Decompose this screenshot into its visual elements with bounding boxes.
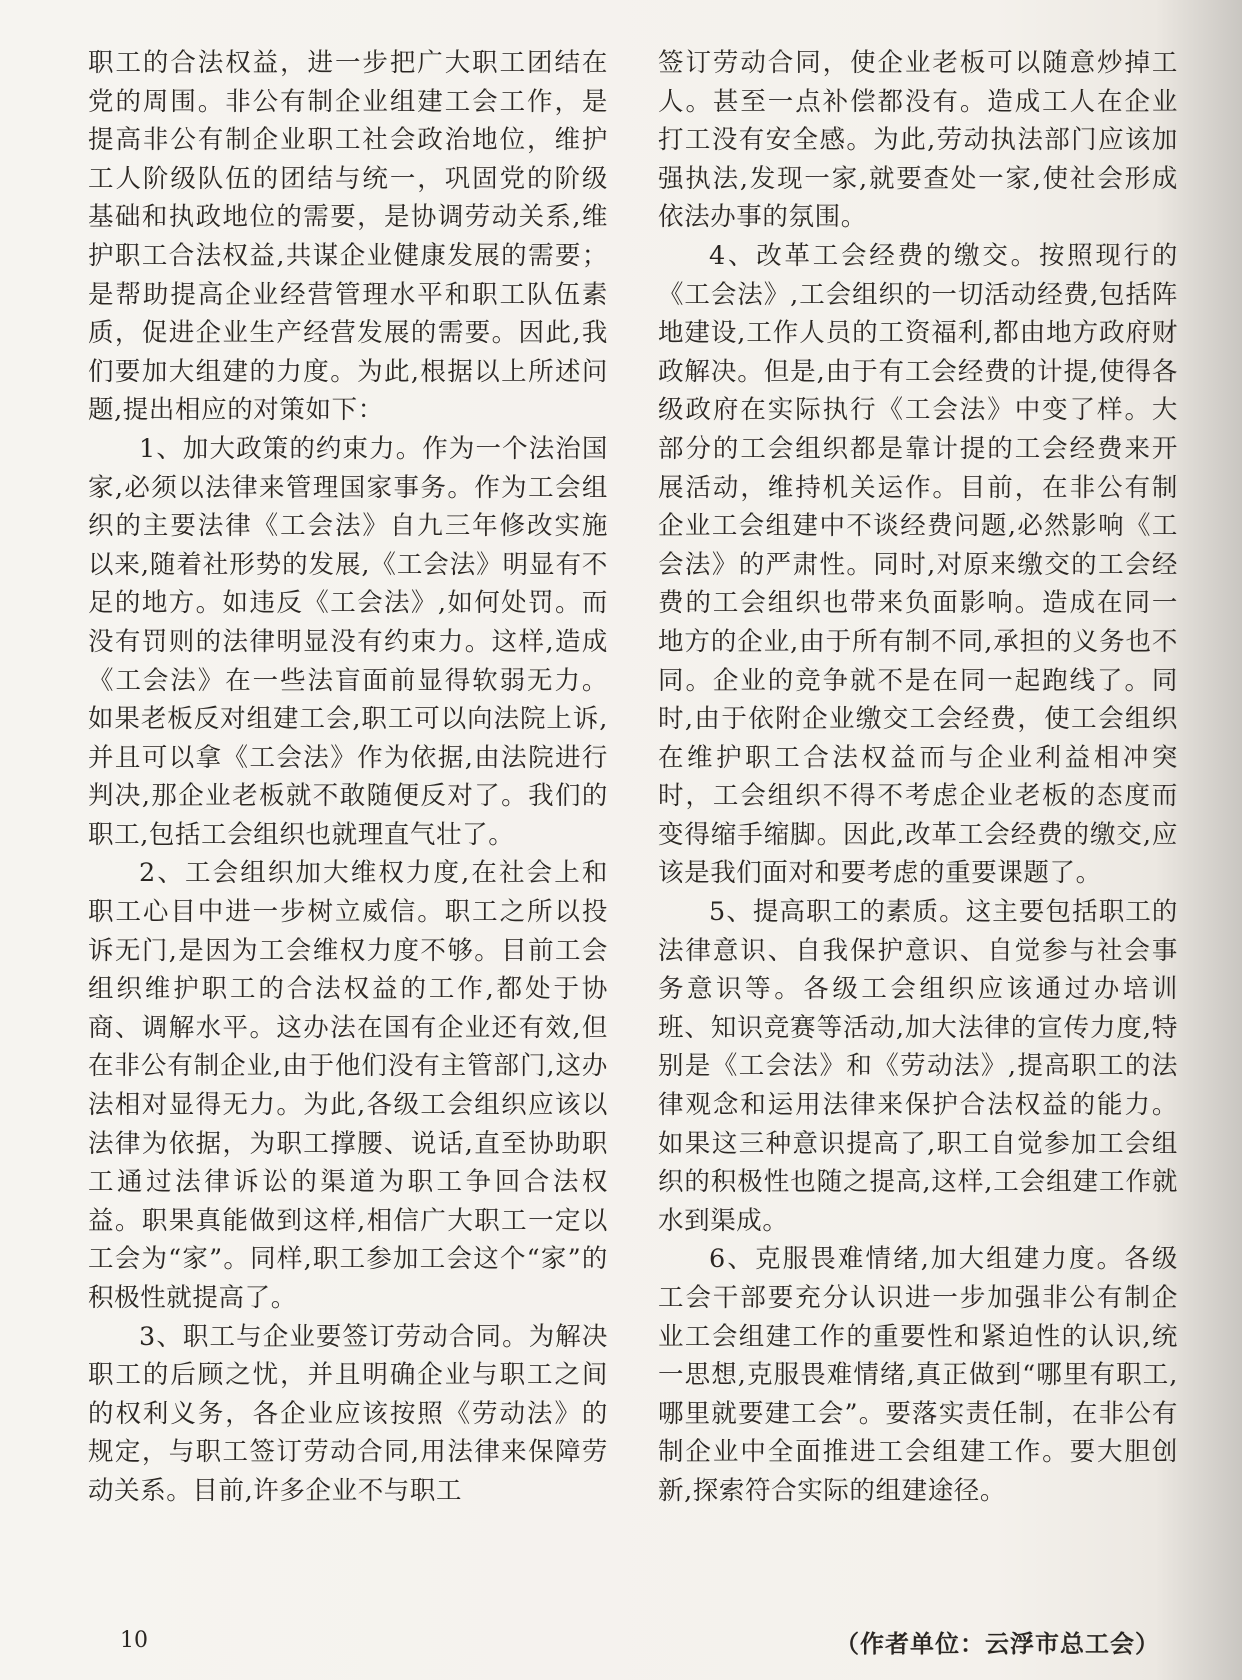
paragraph: 1、加大政策的约束力。作为一个法治国家,必须以法律来管理国家事务。作为工会组织的主要法律《工会法》自九三年修改实施以来,随着社形势的发展,《工会法》明显有不足的地方。如违反《工会法》,如何处罚。而没有罚则的法律明显没有约束力。这样,造成《工会法》在一些法盲面前显得软弱无力。如果老板反对组建工会,职工可以向法院上诉,并且可以拿《工会法》作为依据,由法院进行判决,那企业老板就不敢随便反对了。我们的职工,包括工会组织也就理直气壮了。 xyxy=(88,433,608,850)
paragraph: 5、提高职工的素质。这主要包括职工的法律意识、自我保护意识、自觉参与社会事务意识等。各级工会组织应该通过办培训班、知识竞赛等活动,加大法律的宣传力度,特别是《工会法》和《劳动法》,提高职工的法律观念和运用法律来保护合法权益的能力。如果这三种意识提高了,职工自觉参加工会组织的积极性也随之提高,这样,工会组建工作就水到渠成。 xyxy=(658,897,1178,1236)
paragraph: 6、克服畏难情绪,加大组建力度。各级工会干部要充分认识进一步加强非公有制企业工会组建工作的重要性和紧迫性的认识,统一思想,克服畏难情绪,真正做到“哪里有职工,哪里就要建工会”。要落实责任制，在非公有制企业中全面推进工会组建工作。要大胆创新,探索符合实际的组建途径。 xyxy=(658,1244,1178,1506)
paragraph: 签订劳动合同，使企业老板可以随意炒掉工人。甚至一点补偿都没有。造成工人在企业打工没有安全感。为此,劳动执法部门应该加强执法,发现一家,就要查处一家,使社会形成依法办事的氛围。 xyxy=(658,48,1178,233)
paragraph: 职工的合法权益，进一步把广大职工团结在党的周围。非公有制企业组建工会工作，是提高非公有制企业职工社会政治地位，维护工人阶级队伍的团结与统一，巩固党的阶级基础和执政地位的需要，是协调劳动关系,维护职工合法权益,共谋企业健康发展的需要；是帮助提高企业经营管理水平和职工队伍素质，促进企业生产经营发展的需要。因此,我们要加大组建的力度。为此,根据以上所述问题,提出相应的对策如下： xyxy=(88,48,608,426)
page-number: 10 xyxy=(120,1628,148,1653)
author-credit: （作者单位：云浮市总工会） xyxy=(835,1630,1160,1658)
paragraph: 3、职工与企业要签订劳动合同。为解决职工的后顾之忧，并且明确企业与职工之间的权利义务，各企业应该按照《劳动法》的规定，与职工签订劳动合同,用法律来保障劳动关系。目前,许多企业不与职工 xyxy=(88,1321,608,1506)
right-text-column xyxy=(658,44,1178,1610)
paragraph: 4、改革工会经费的缴交。按照现行的《工会法》,工会组织的一切活动经费,包括阵地建设,工作人员的工资福利,都由地方政府财政解决。但是,由于有工会经费的计提,使得各级政府在实际执行《工会法》中变了样。大部分的工会组织都是靠计提的工会经费来开展活动，维持机关运作。目前，在非公有制企业工会组建中不谈经费问题,必然影响《工会法》的严肃性。同时,对原来缴交的工会经费的工会组织也带来负面影响。造成在同一地方的企业,由于所有制不同,承担的义务也不同。企业的竞争就不是在同一起跑线了。同时,由于依附企业缴交工会经费，使工会组织在维护职工合法权益而与企业利益相冲突时，工会组织不得不考虑企业老板的态度而变得缩手缩脚。因此,改革工会经费的缴交,应该是我们面对和要考虑的重要课题了。 xyxy=(658,240,1178,889)
paragraph: 2、工会组织加大维权力度,在社会上和职工心目中进一步树立威信。职工之所以投诉无门,是因为工会维权力度不够。目前工会组织维护职工的合法权益的工作,都处于协商、调解水平。这办法在国有企业还有效,但在非公有制企业,由于他们没有主管部门,这办法相对显得无力。为此,各级工会组织应该以法律为依据，为职工撑腰、说话,直至协助职工通过法律诉讼的渠道为职工争回合法权益。职果真能做到这样,相信广大职工一定以工会为“家”。同样,职工参加工会这个“家”的积极性就提高了。 xyxy=(88,858,608,1313)
left-text-column xyxy=(88,44,608,1610)
